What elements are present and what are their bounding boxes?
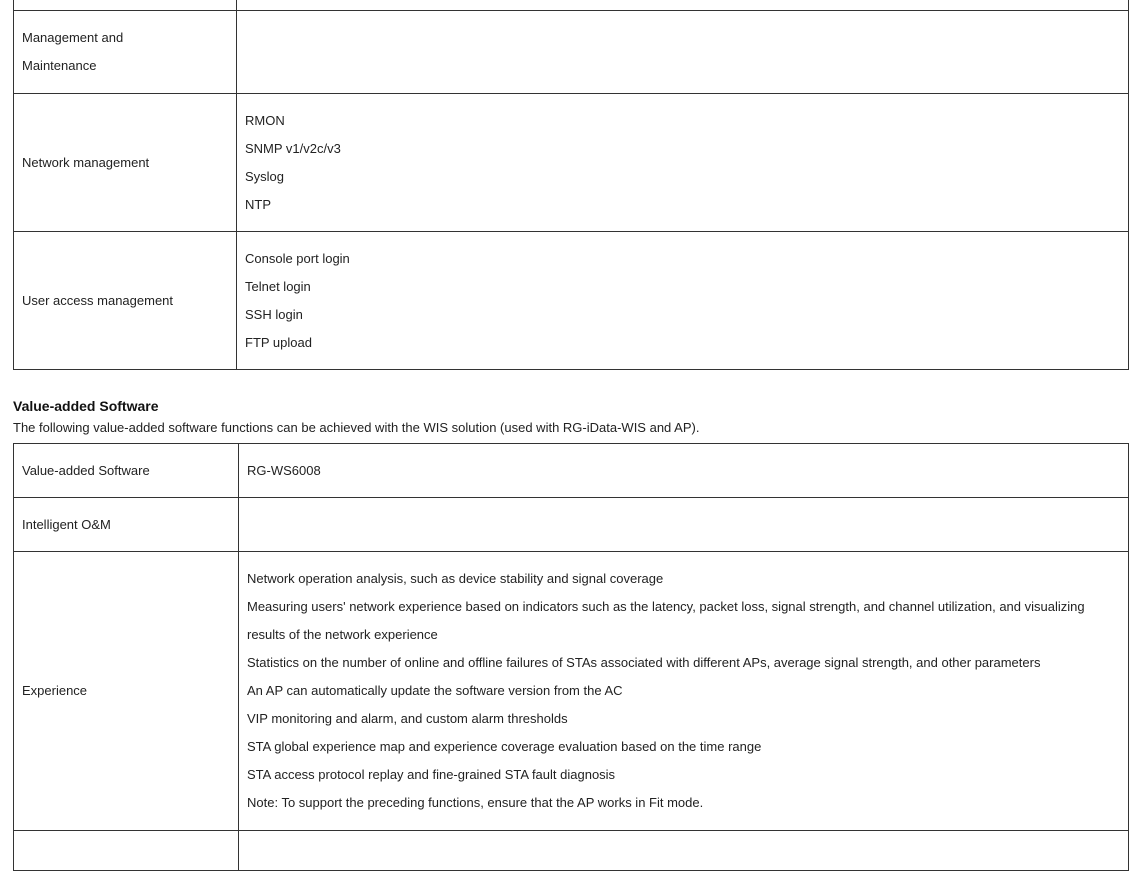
list-item: An AP can automatically update the software version from the AC (247, 683, 623, 698)
list-item: Telnet login (245, 278, 311, 294)
table-cell-value (237, 11, 1129, 94)
list-item: STA access protocol replay and fine-grained STA fault diagnosis (247, 767, 616, 782)
row-label-line: Maintenance (22, 58, 97, 73)
table-cell-value (237, 94, 1129, 232)
table-cell-label: Intelligent O&M (14, 498, 239, 552)
list-item: RMON (245, 112, 285, 128)
section-title: Value-added Software (13, 398, 159, 414)
list-item: FTP upload (245, 334, 312, 350)
list-item: Network operation analysis, such as device stability and signal coverage (247, 571, 664, 586)
table-row (14, 0, 1129, 11)
list-item: Syslog (245, 168, 285, 184)
list-item: SSH login (245, 306, 303, 322)
list-item: Statistics on the number of online and offline failures of STAs associated with different APs, average signal strength, and other parameters (247, 655, 1041, 670)
value-added-software-table (13, 443, 1129, 871)
table-row (14, 498, 1129, 552)
table-cell-label (14, 11, 237, 94)
table-cell-label: Value-added Software (14, 444, 239, 498)
table-row (14, 11, 1129, 94)
list-item: Console port login (245, 250, 350, 266)
table-cell-label: User access management (14, 232, 237, 370)
table-cell-label: Experience (14, 552, 239, 831)
table-cell-value (237, 0, 1129, 11)
list-item: STA global experience map and experience coverage evaluation based on the time range (247, 739, 762, 754)
list-item: Measuring users' network experience based on indicators such as the latency, packet loss, signal strength, and channel utilization, and visualizing (247, 599, 1085, 614)
section-description: The following value-added software functions can be achieved with the WIS solution (used with RG-iData-WIS and AP). (13, 420, 700, 435)
table-row (14, 94, 1129, 232)
list-item: results of the network experience (247, 627, 438, 642)
list-item: SNMP v1/v2c/v3 (245, 140, 341, 156)
row-label-line: Management and (22, 30, 124, 45)
table-cell-value (239, 552, 1129, 831)
table-cell-label: Network management (14, 94, 237, 232)
table-cell-label (14, 0, 237, 11)
table-cell-value (239, 831, 1129, 871)
list-item: Note: To support the preceding functions, ensure that the AP works in Fit mode. (247, 795, 704, 810)
table-row (14, 552, 1129, 831)
table-cell-label (14, 831, 239, 871)
list-item: NTP (245, 196, 271, 212)
table-row (14, 232, 1129, 370)
table-row (14, 444, 1129, 498)
table-cell-value (237, 232, 1129, 370)
network-management-table (13, 0, 1129, 370)
list-item: VIP monitoring and alarm, and custom alarm thresholds (247, 711, 568, 726)
table-cell-value (239, 498, 1129, 552)
table-cell-value: RG-WS6008 (239, 444, 1129, 498)
table-row (14, 831, 1129, 871)
